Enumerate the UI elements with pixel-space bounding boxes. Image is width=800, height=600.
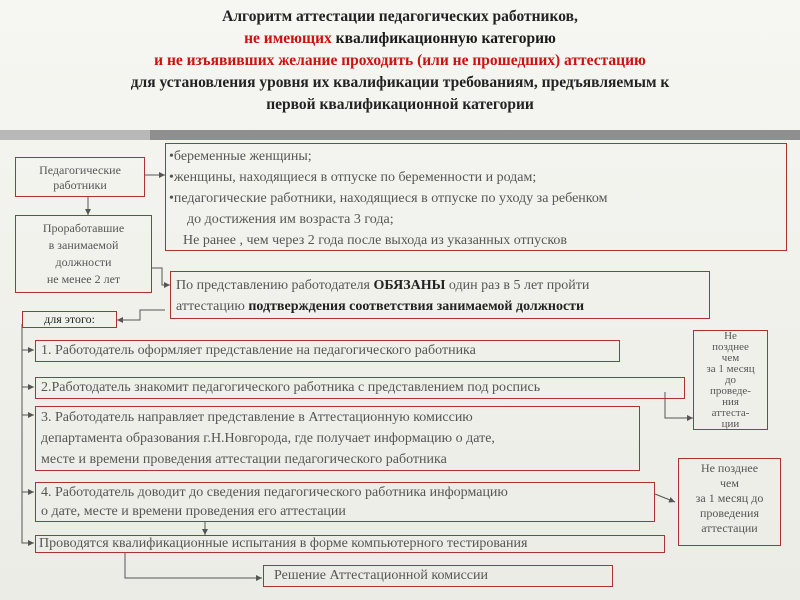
arrow-s5-to-s6 <box>125 553 262 578</box>
obliged-pre: По представлению работодателя <box>176 278 374 293</box>
worked-line-2: в занимаемой <box>48 238 119 252</box>
step-4-box <box>35 482 655 522</box>
note-1-line-3: чем <box>721 352 740 364</box>
exceptions-box <box>165 143 787 251</box>
step-5-box <box>35 535 665 553</box>
for-this-label: для этого: <box>44 312 95 326</box>
note-1-line-9: ции <box>721 418 740 430</box>
step-1-text: 1. Работодатель оформляет представление на педагогического работника <box>41 343 476 358</box>
step-5-text: Проводятся квалификационные испытания в форме компьютерного тестирования <box>39 536 528 551</box>
note-2-line-4: проведения <box>700 506 759 520</box>
note-1-box <box>693 330 768 430</box>
arrow-obliged-to-forthis <box>117 310 165 320</box>
exception-note: Не ранее , чем через 2 года после выхода из указанных отпусков <box>183 233 568 248</box>
obliged-line-2 <box>176 296 709 317</box>
obliged-post: один раз в 5 лет пройти <box>445 278 590 293</box>
step-3-line-1: 3. Работодатель направляет представление в Аттестационную комиссию <box>41 410 473 425</box>
pedworkers-line-2: работники <box>53 178 107 192</box>
pedworkers-line-1: Педагогические <box>39 163 121 177</box>
obliged-line2-bold: подтверждения соответствия занимаемой должности <box>248 299 585 314</box>
pedworkers-box <box>15 157 145 197</box>
note-1-line-2: позднее <box>712 341 749 353</box>
worked-line-3: должности <box>55 255 112 269</box>
step-2-text: 2.Работодатель знакомит педагогического работника с представлением под роспись <box>41 380 541 395</box>
arrow-s1-to-s2 <box>22 350 34 387</box>
step-6-text: Решение Аттестационной комиссии <box>274 568 488 583</box>
step-4-line-1: 4. Работодатель доводит до сведения педагогического работника информацию <box>41 485 508 500</box>
obliged-box <box>170 271 710 319</box>
note-2-line-3: за 1 месяц до <box>695 491 764 505</box>
step-3-line-2: департамента образования г.Н.Новгорода, где получает информацию о дате, <box>41 431 495 446</box>
title-dark-part: квалификационную категорию <box>331 30 556 47</box>
note-1-line-6: проведе- <box>710 385 751 397</box>
for-this-box <box>22 311 117 328</box>
step-4-line-2: о дате, месте и времени проведения его аттестации <box>41 504 346 519</box>
title-line-3: и не изъявивших желание проходить (или не прошедших) аттестацию <box>154 52 646 69</box>
exception-item-3-cont: до достижения им возраста 3 года; <box>187 212 394 227</box>
note-2-box <box>678 458 781 546</box>
note-2-line-5: аттестации <box>701 521 758 535</box>
note-1-line-8: аттеста- <box>711 407 750 419</box>
step-3-line-3: месте и времени проведения аттестации педагогического работника <box>41 452 447 467</box>
arrow-s4-to-note2 <box>655 494 675 502</box>
title-red-part: не имеющих <box>244 30 332 47</box>
note-1-line-1: Не <box>724 330 737 342</box>
step-3-box <box>35 406 640 471</box>
step-6-box <box>263 565 613 587</box>
step-2-box <box>35 377 685 399</box>
arrow-s3-to-s4 <box>22 415 34 492</box>
obliged-bold: ОБЯЗАНЫ <box>373 278 446 293</box>
exception-item-1: •беременные женщины; <box>169 149 312 164</box>
arrow-s2-to-s3 <box>22 387 34 415</box>
worked-line-4: не менее 2 лет <box>46 272 121 286</box>
arrow-worked-to-obliged <box>152 268 170 285</box>
note-1-line-7: ния <box>722 396 739 408</box>
note-1-line-5: до <box>724 374 737 386</box>
obliged-line-1 <box>176 275 709 296</box>
note-1-line-4: за 1 месяц <box>706 363 755 375</box>
worked-line-1: Проработавшие <box>42 221 125 235</box>
title-line-1: Алгоритм аттестации педагогических работников, <box>222 8 578 25</box>
step-1-box <box>35 340 620 362</box>
title-line-5: первой квалификационной категории <box>266 96 534 113</box>
obliged-line2-pre: аттестацию <box>176 299 249 314</box>
note-2-line-2: чем <box>720 476 739 490</box>
arrow-s4-to-s5 <box>22 492 34 543</box>
exception-item-3: •педагогические работники, находящиеся в отпуске по уходу за ребенком <box>169 191 608 206</box>
worked-box <box>15 215 152 293</box>
note-2-line-1: Не позднее <box>700 461 759 475</box>
exception-item-2: •женщины, находящиеся в отпуске по беременности и родам; <box>169 170 537 185</box>
title-line-4: для установления уровня их квалификации требованиям, предъявляемым к <box>130 74 670 91</box>
